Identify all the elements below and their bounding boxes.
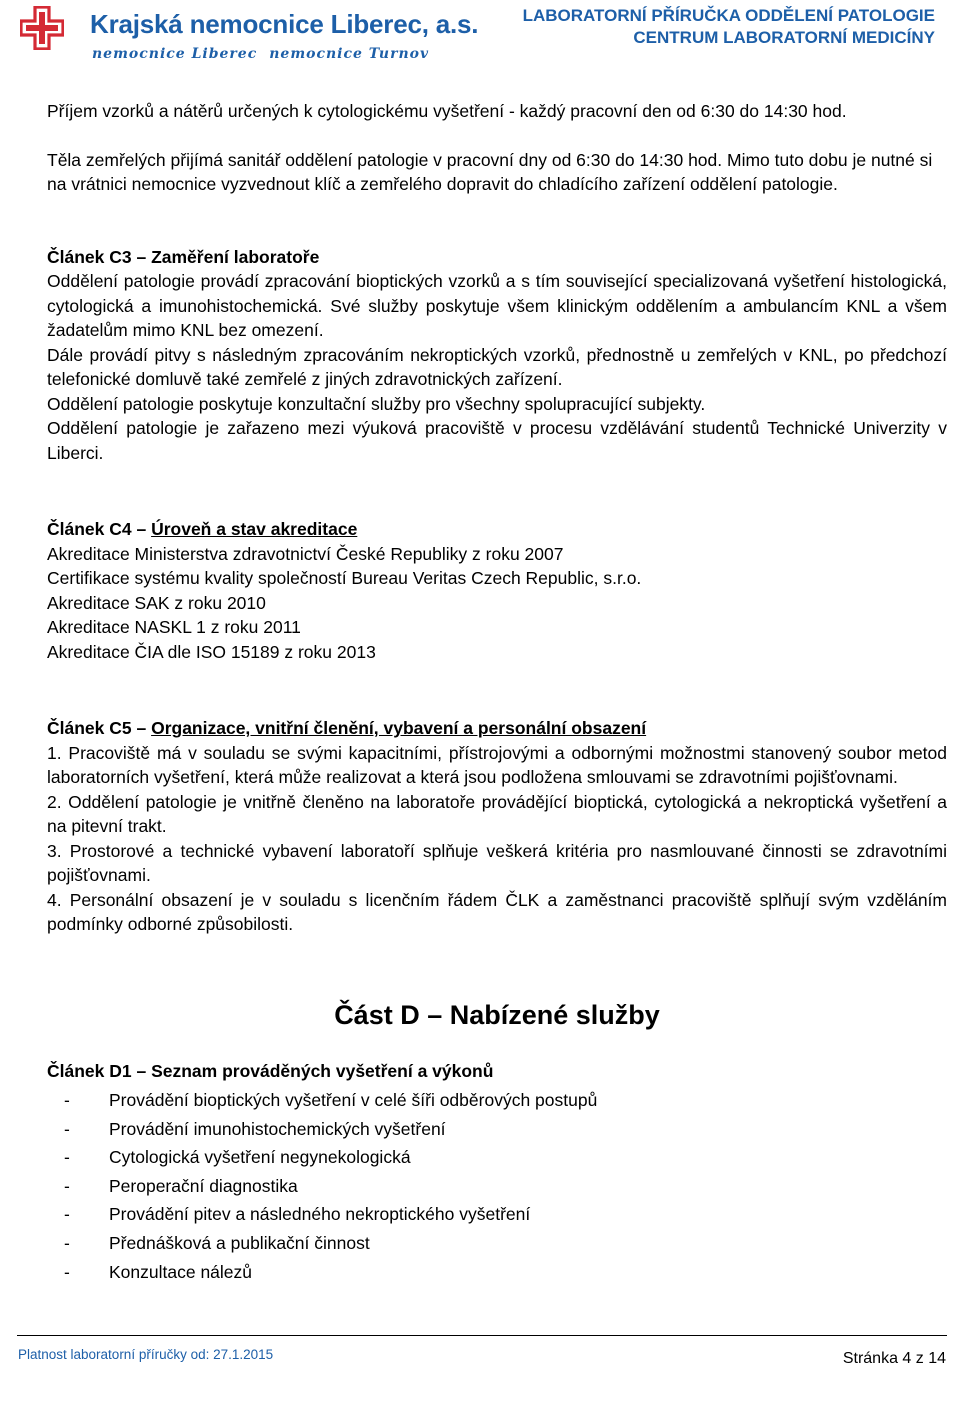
service-item: - Peroperační diagnostika — [47, 1172, 947, 1201]
accreditation-line: Akreditace Ministerstva zdravotnictví České Republiky z roku 2007 — [47, 543, 564, 564]
hospital-cross-icon — [20, 6, 64, 50]
intro-cytology-intake: Příjem vzorků a nátěrů určených k cytologickému vyšetření - každý pracovní den od 6:30 do 14:30 hod. — [47, 101, 847, 121]
article-d1-title: Článek D1 – Seznam prováděných vyšetření a výkonů — [47, 1060, 494, 1081]
logo-title: Krajská nemocnice Liberec, a.s. — [90, 9, 479, 39]
accreditation-line: Akreditace ČIA dle ISO 15189 z roku 2013 — [47, 641, 376, 662]
page-content — [47, 99, 947, 1286]
article-c3-paragraph: Dále provádí pitvy s následným zpracováním nekroptických vzorků, přednostně u zemřelých v KNL, po předchozí telefonické domluvě také zemřelé z jiných zdravotnických zařízení. — [47, 344, 947, 389]
footer-validity: Platnost laboratorní příručky od: 27.1.2015 — [18, 1347, 274, 1362]
article-c4-prefix: Článek C4 – — [47, 519, 152, 539]
accreditation-line: Akreditace SAK z roku 2010 — [47, 592, 266, 613]
service-item: - Provádění imunohistochemických vyšetření — [47, 1115, 947, 1144]
article-c3-paragraph: Oddělení patologie poskytuje konzultační služby pro všechny spolupracující subjekty. — [47, 393, 706, 414]
service-item: - Cytologická vyšetření negynekologická — [47, 1143, 947, 1172]
part-d-title: Část D – Nabízené služby — [334, 999, 660, 1030]
article-c5-item: 2. Oddělení patologie je vnitřně členěno na laboratoře provádějící bioptická, cytologická a nekroptická vyšetření a na pitevní trakt. — [47, 791, 947, 836]
services-list — [47, 1086, 947, 1286]
service-item: - Přednášková a publikační činnost — [47, 1229, 947, 1258]
article-c5-title — [47, 716, 947, 741]
logo-sub-turnov: nemocnice Turnov — [269, 46, 430, 62]
article-c3-paragraph: Oddělení patologie je zařazeno mezi výuková pracoviště v procesu vzdělávání studentů Technické Univerzity v Liberci. — [47, 418, 947, 463]
article-c5-item: 4. Personální obsazení je v souladu s licenčním řádem ČLK a zaměstnanci pracoviště splňují svým vzděláním podmínky odborné způsobilosti. — [47, 889, 947, 934]
accreditation-line: Akreditace NASKL 1 z roku 2011 — [47, 617, 301, 637]
accreditation-line: Certifikace systému kvality společností Bureau Veritas Czech Republic, s.r.o. — [47, 568, 642, 588]
footer-divider — [17, 1335, 947, 1336]
logo-sub-liberec: nemocnice Liberec — [92, 46, 258, 62]
service-item: - Konzultace nálezů — [47, 1258, 947, 1287]
article-c5-item: 1. Pracoviště má v souladu se svými kapacitními, přístrojovými a odbornými možnostmi stanovený soubor metod laboratorních vyšetření, která může realizovat a která jsou podložena smlouvami se zdravotními pojišťovnami. — [47, 742, 947, 787]
article-c5-item: 3. Prostorové a technické vybavení laboratoří splňuje veškerá kritéria pro nasmlouvané činnosti se zdravotními pojišťovnami. — [47, 840, 947, 885]
footer-page-number: Stránka 4 z 14 — [842, 1350, 946, 1367]
service-item: - Provádění bioptických vyšetření v celé šíři odběrových postupů — [47, 1086, 947, 1115]
article-c5-prefix: Článek C5 – — [47, 718, 152, 738]
logo-subtitle — [92, 46, 441, 62]
service-item: - Provádění pitev a následného nekroptického vyšetření — [47, 1200, 947, 1229]
article-c3-title: Článek C3 – Zaměření laboratoře — [47, 246, 320, 267]
article-c4-heading: Úroveň a stav akreditace — [151, 519, 358, 539]
header-title-line2: CENTRUM LABORATORNÍ MEDICÍNY — [633, 28, 935, 47]
header-document-title — [523, 5, 935, 49]
page-header — [0, 0, 960, 70]
intro-deceased-intake: Těla zemřelých přijímá sanitář oddělení patologie v pracovní dny od 6:30 do 14:30 hod. Mimo tuto dobu je nutné si na vrátnici nemocnice vyzvednout klíč a zemřelého dopravit do chladícího zařízení oddělení patologie. — [47, 149, 933, 194]
article-c4-title — [47, 517, 947, 542]
article-c5-heading: Organizace, vnitřní členění, vybavení a personální obsazení — [151, 718, 647, 738]
article-c3-paragraph: Oddělení patologie provádí zpracování bioptických vzorků a s tím související specializovaná vyšetření histologická, cytologická a imunohistochemická. Své služby poskytuje všem klinickým oddělením a ambulancím KNL a všem žadatelům mimo KNL bez omezení. — [47, 271, 947, 340]
header-title-line1: LABORATORNÍ PŘÍRUČKA ODDĚLENÍ PATOLOGIE — [522, 6, 935, 25]
